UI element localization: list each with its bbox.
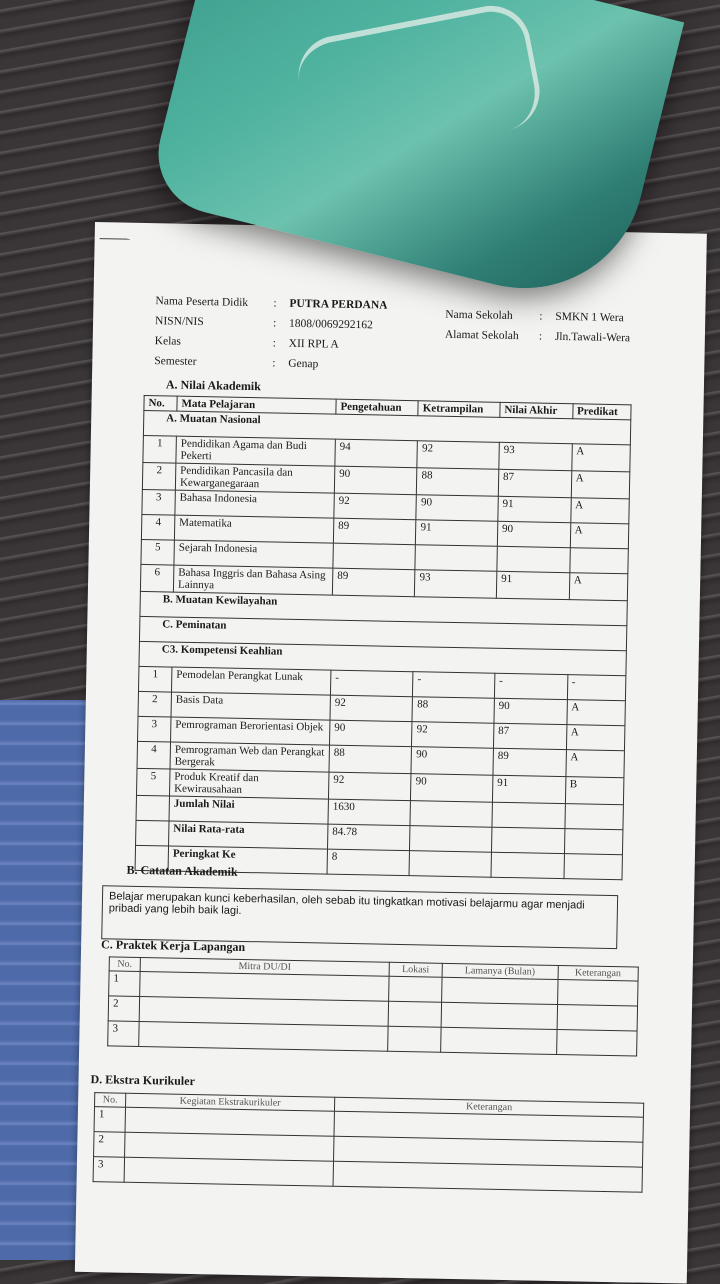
- cell-empty: [564, 854, 623, 880]
- header-activity: Kegiatan Ekstrakurikuler: [126, 1093, 335, 1111]
- cell-subject: Sejarah Indonesia: [174, 540, 333, 568]
- header-subject: Mata Pelajaran: [177, 396, 336, 414]
- header-duration: Lamanya (Bulan): [442, 963, 558, 979]
- section-national-label: A. Muatan Nasional: [143, 410, 630, 444]
- header-predicate: Predikat: [572, 404, 631, 420]
- cell-empty: [564, 829, 623, 855]
- cell-empty: [410, 826, 492, 853]
- cell-no: 1: [109, 971, 140, 997]
- student-name: PUTRA PERDANA: [289, 297, 388, 312]
- cell-empty: [389, 976, 442, 1002]
- academic-body: [135, 410, 631, 879]
- class-label: Kelas: [154, 335, 182, 348]
- internship-table: [107, 956, 639, 1056]
- cell-subject: Pendidikan Pancasila dan Kewarganegaraan: [175, 463, 334, 493]
- section-competence-label: C3. Kompetensi Keahlian: [139, 641, 626, 675]
- rank-row-value: 8: [327, 849, 410, 876]
- cell-empty: [441, 977, 557, 1004]
- cell-empty: [440, 1027, 556, 1054]
- cell-subject: Basis Data: [171, 692, 330, 720]
- cell-empty: [441, 1002, 557, 1029]
- cell-n: 89: [493, 748, 566, 776]
- internship-body: [108, 971, 638, 1056]
- school-address: Jln.Tawali-Wera: [554, 330, 631, 345]
- cell-empty: [136, 795, 169, 821]
- cell-empty: [491, 852, 564, 878]
- cell-pred: A: [570, 498, 629, 524]
- cell-empty: [139, 1021, 388, 1051]
- cell-pred: A: [569, 573, 628, 601]
- cell-p: 92: [328, 772, 411, 801]
- cell-empty: [124, 1157, 333, 1186]
- cell-k: 91: [416, 520, 498, 547]
- cell-n: -: [494, 673, 567, 699]
- cell-no: 4: [141, 514, 174, 540]
- cell-no: 5: [136, 768, 170, 796]
- total-row-label: Jumlah Nilai: [169, 796, 328, 824]
- cell-p: 92: [334, 493, 417, 520]
- cell-no: 2: [142, 462, 176, 490]
- total-row-value: 1630: [328, 799, 411, 826]
- name-label: Nama Peserta Didik: [155, 295, 249, 309]
- cell-pred: A: [566, 725, 625, 751]
- cell-subject: Pemodelan Perangkat Lunak: [171, 667, 330, 695]
- cell-n: 87: [498, 469, 571, 497]
- cell-n: 93: [499, 442, 572, 470]
- cell-no: 3: [93, 1157, 124, 1183]
- cell-pred: [569, 548, 628, 574]
- cell-no: 2: [94, 1132, 125, 1158]
- cell-no: 2: [108, 996, 139, 1022]
- cell-empty: [491, 827, 564, 853]
- cell-p: 89: [333, 518, 416, 545]
- header-no: No.: [109, 957, 140, 972]
- cell-n: 90: [497, 521, 570, 547]
- cell-pred: A: [571, 471, 630, 499]
- cell-empty: [557, 1005, 638, 1032]
- cell-no: 3: [138, 716, 171, 742]
- notes-title: B. Catatan Akademik: [126, 862, 238, 879]
- colon: :: [539, 310, 543, 323]
- cell-n: 90: [494, 698, 567, 724]
- header-location: Lokasi: [389, 962, 442, 977]
- cell-k: 93: [415, 570, 497, 599]
- cell-p: -: [330, 670, 413, 697]
- address-label: Alamat Sekolah: [444, 328, 519, 343]
- student-semester: Genap: [288, 357, 319, 371]
- average-row-value: 84.78: [328, 824, 411, 851]
- cell-k: 88: [412, 697, 494, 724]
- cell-k: 90: [411, 774, 493, 803]
- cell-no: 5: [141, 539, 174, 565]
- rank-row-label: Peringkat Ke: [168, 846, 327, 874]
- cell-subject: Pemrograman Berorientasi Objek: [171, 717, 330, 745]
- cell-pred: A: [571, 444, 630, 472]
- colon: :: [273, 297, 277, 310]
- cell-n: 91: [496, 571, 569, 599]
- cell-p: [333, 543, 416, 570]
- header-partner: Mitra DU/DI: [140, 958, 389, 977]
- cell-no: 1: [94, 1107, 125, 1133]
- cell-no: 3: [108, 1021, 139, 1047]
- section-specialization-label: C. Peminatan: [139, 616, 626, 650]
- section-regional-label: B. Muatan Kewilayahan: [140, 591, 627, 625]
- cell-subject: Bahasa Indonesia: [175, 490, 334, 518]
- cell-k: 88: [417, 468, 499, 497]
- internship-title: C. Praktek Kerja Lapangan: [101, 937, 246, 955]
- cell-n: 91: [492, 775, 565, 803]
- cell-n: 91: [498, 496, 571, 522]
- header-final: Nilai Akhir: [500, 402, 573, 418]
- cell-p: 94: [335, 439, 418, 468]
- report-card-paper: [75, 222, 707, 1284]
- extracurricular-title: D. Ekstra Kurikuler: [90, 1072, 196, 1089]
- cell-empty: [556, 1030, 637, 1057]
- cell-no: 3: [142, 489, 175, 515]
- header-no: No.: [95, 1093, 126, 1108]
- cell-empty: [492, 802, 565, 828]
- cell-empty: [557, 980, 638, 1007]
- student-nisn: 1808/0069292162: [288, 317, 373, 332]
- notes-text: Belajar merupakan kunci keberhasilan, oleh sebab itu tingkatkan motivasi belajarmu agar menjadi pribadi yang lebih baik lagi.: [108, 890, 585, 917]
- cell-k: 90: [411, 747, 493, 776]
- header-knowledge: Pengetahuan: [336, 399, 419, 416]
- cell-pred: B: [565, 777, 624, 805]
- cell-n: 87: [493, 723, 566, 749]
- cell-no: 6: [140, 564, 174, 592]
- cell-empty: [388, 1026, 441, 1052]
- academic-title: A. Nilai Akademik: [165, 377, 262, 394]
- cell-k: 92: [417, 441, 499, 470]
- cell-no: 1: [138, 666, 171, 692]
- cell-empty: [136, 820, 169, 846]
- colon: :: [272, 337, 277, 350]
- cell-subject: Matematika: [174, 515, 333, 543]
- student-class: XII RPL A: [288, 337, 339, 351]
- cell-no: 4: [137, 741, 171, 769]
- cell-k: 90: [416, 495, 498, 522]
- school-info: [445, 309, 631, 353]
- header-remarks: Keterangan: [334, 1097, 643, 1117]
- cell-p: 88: [329, 745, 412, 774]
- cell-pred: -: [567, 675, 626, 701]
- cell-pred: A: [566, 750, 625, 778]
- school-label: Nama Sekolah: [445, 308, 513, 323]
- cell-p: 90: [330, 720, 413, 747]
- extracurricular-body: [93, 1107, 643, 1193]
- cell-pred: A: [566, 700, 625, 726]
- cell-p: 92: [330, 695, 413, 722]
- extracurricular-table: [93, 1092, 645, 1193]
- academic-table: [135, 395, 632, 880]
- cell-empty: [410, 801, 492, 828]
- cell-empty: [409, 851, 491, 878]
- header-no: No.: [144, 395, 177, 411]
- cell-k: -: [413, 672, 495, 699]
- cell-empty: [333, 1161, 642, 1192]
- cell-no: 2: [138, 691, 171, 717]
- student-info: [154, 295, 388, 379]
- school-name: SMKN 1 Wera: [555, 310, 624, 325]
- cell-k: 92: [412, 722, 494, 749]
- colon: :: [272, 357, 276, 370]
- cell-k: [415, 545, 497, 572]
- header-remarks: Keterangan: [558, 966, 639, 982]
- cell-no: 1: [143, 435, 177, 463]
- cell-subject: Produk Kreatif dan Kewirausahaan: [169, 769, 328, 799]
- cell-subject: Pemrograman Web dan Perangkat Bergerak: [170, 742, 329, 772]
- average-row-label: Nilai Rata-rata: [169, 821, 328, 849]
- cell-subject: Pendidikan Agama dan Budi Pekerti: [176, 436, 335, 466]
- cell-empty: [565, 804, 624, 830]
- cell-p: 90: [334, 466, 417, 495]
- nisn-label: NISN/NIS: [154, 315, 204, 329]
- semester-label: Semester: [154, 355, 197, 368]
- cell-empty: [388, 1001, 441, 1027]
- colon: :: [272, 317, 277, 330]
- cell-n: [497, 546, 570, 572]
- header-skill: Ketrampilan: [418, 401, 500, 418]
- cell-subject: Bahasa Inggris dan Bahasa Asing Lainnya: [173, 565, 332, 595]
- corner-mark: [100, 238, 130, 240]
- cell-p: 89: [332, 568, 415, 597]
- cell-pred: A: [570, 523, 629, 549]
- colon: :: [538, 330, 543, 343]
